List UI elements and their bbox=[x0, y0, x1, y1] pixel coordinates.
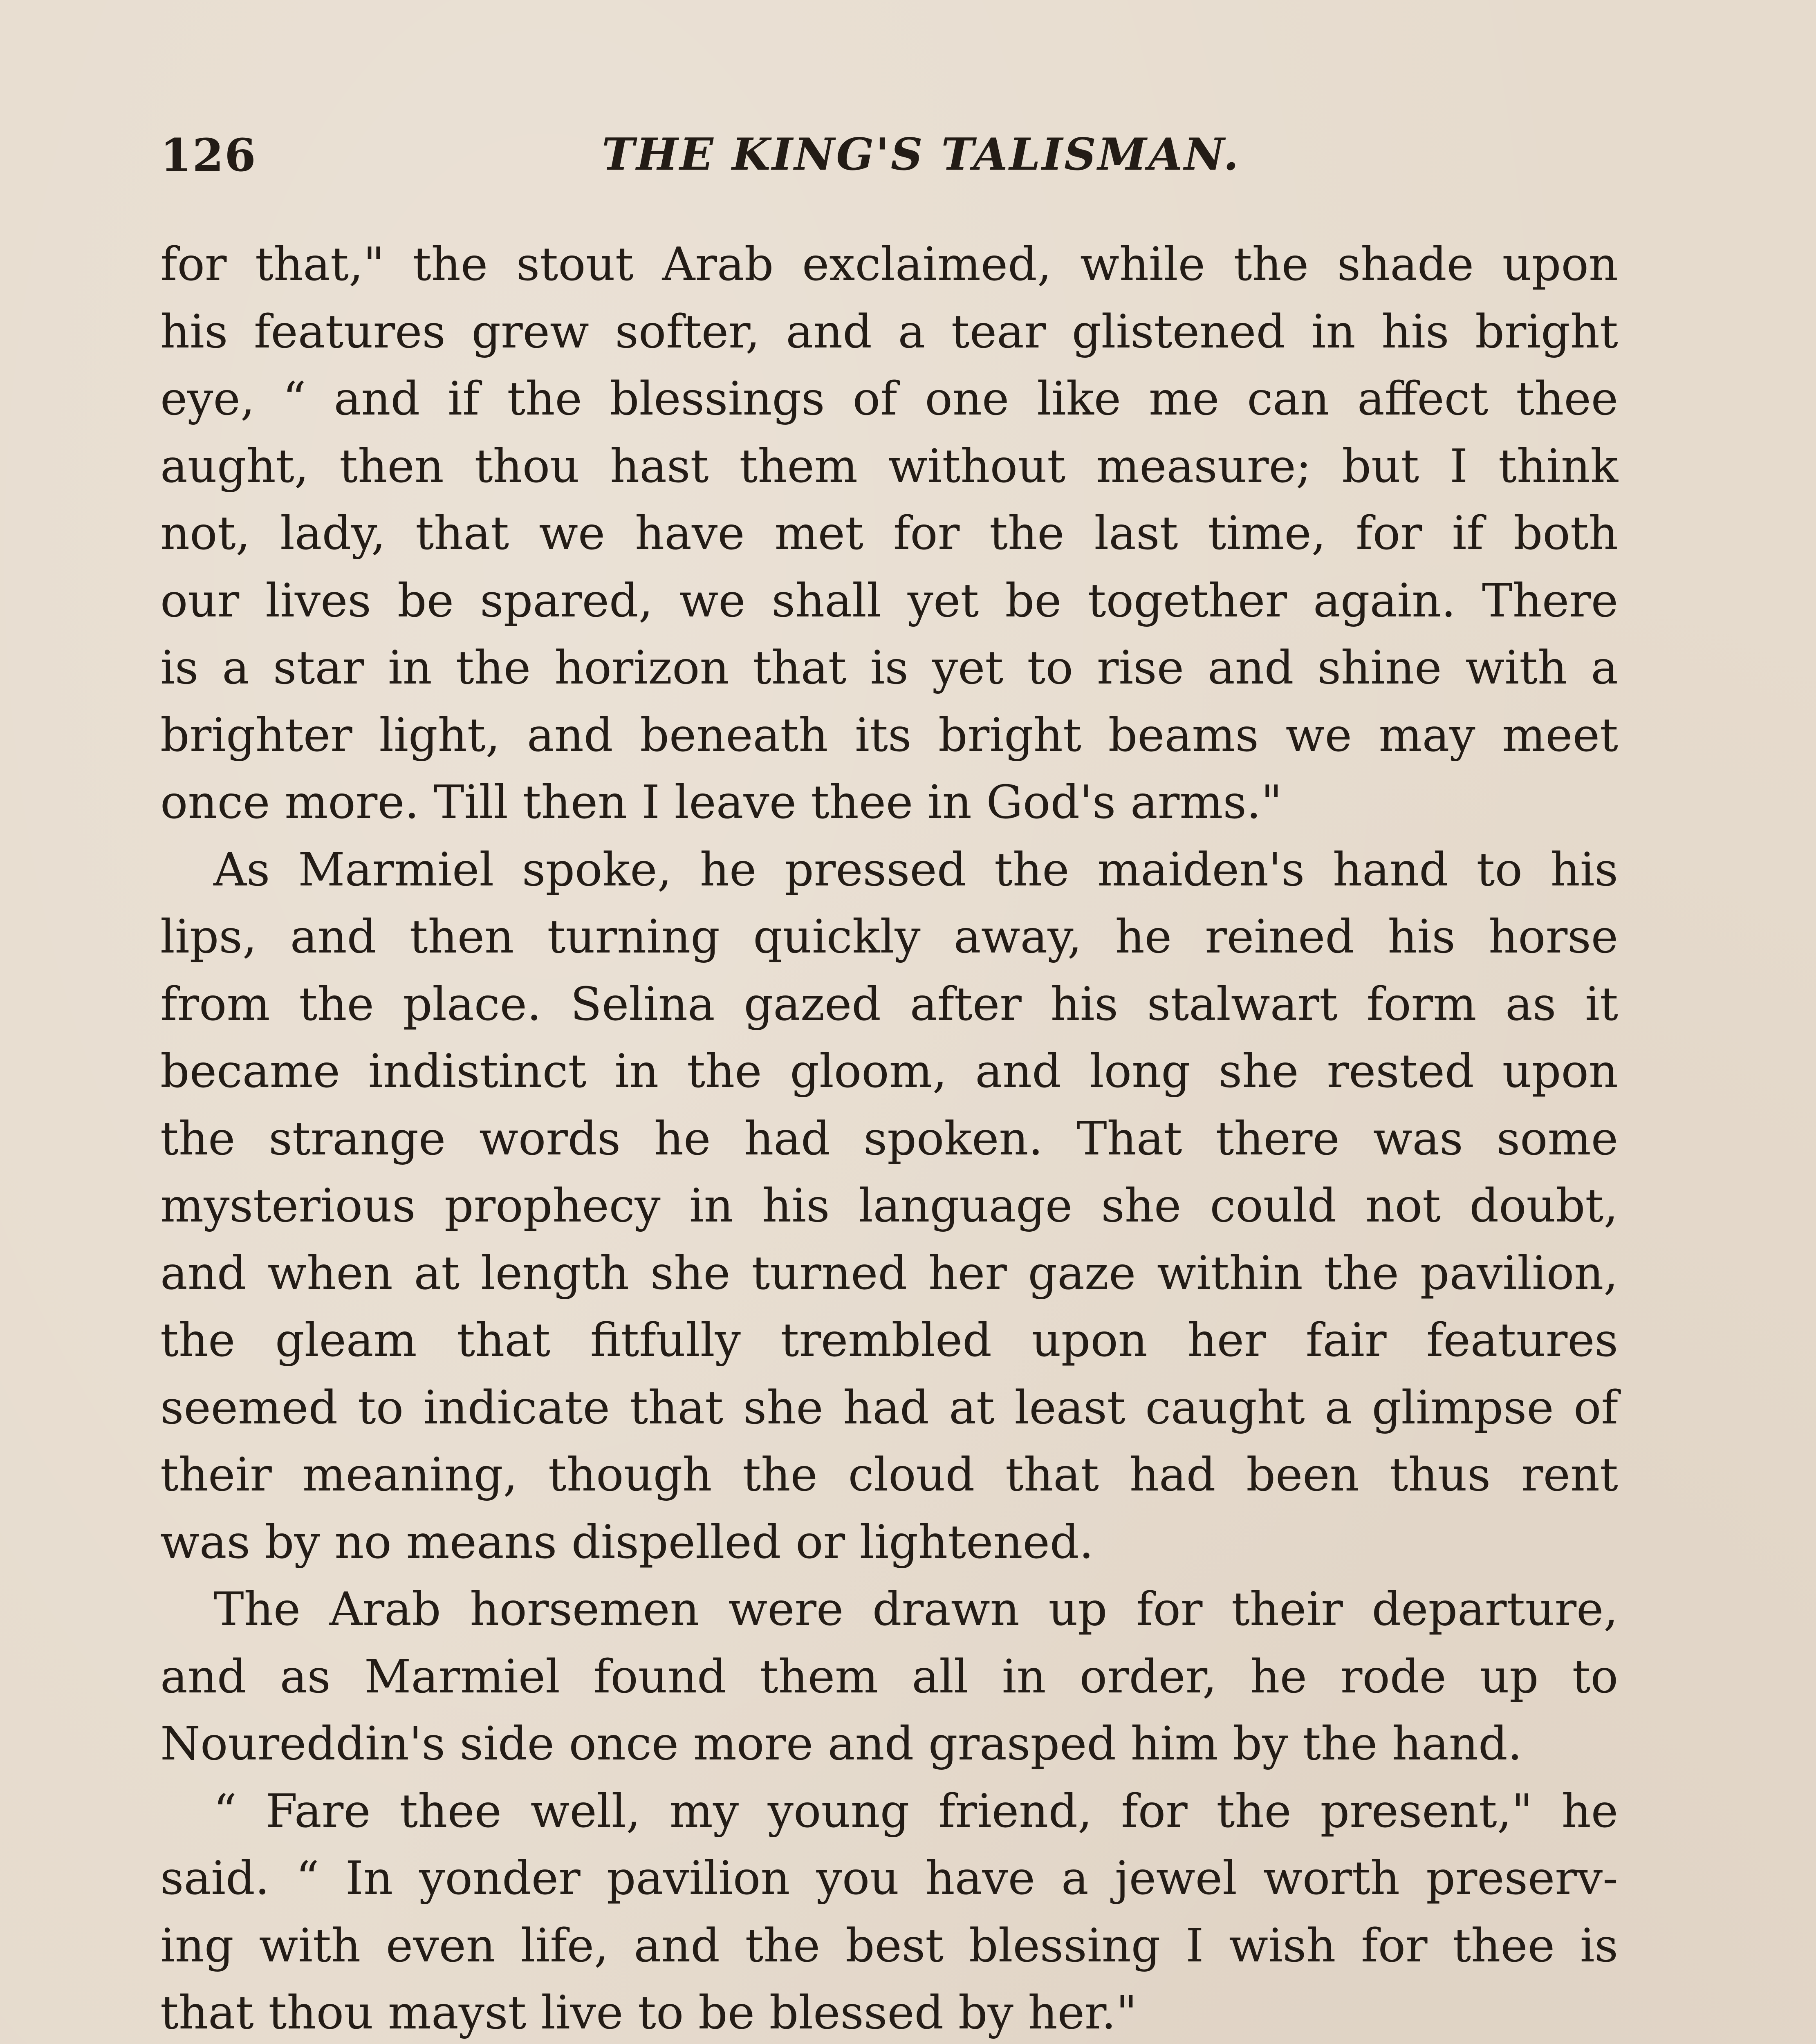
page-header bbox=[160, 125, 1618, 198]
text-line: The Arab horsemen were drawn up for their departure, bbox=[213, 1583, 1618, 1636]
text-line: Noureddin's side once more and grasped him by the hand. bbox=[160, 1717, 1522, 1771]
text-line: seemed to indicate that she had at least caught a glimpse of bbox=[160, 1381, 1618, 1434]
text-line: “ Fare thee well, my young friend, for the present," he bbox=[213, 1784, 1618, 1838]
text-line: once more. Till then I leave thee in God's arms." bbox=[160, 776, 1282, 829]
text-line: is a star in the horizon that is yet to rise and shine with a bbox=[160, 641, 1618, 695]
text-line: became indistinct in the gloom, and long she rested upon bbox=[160, 1045, 1618, 1098]
text-line: not, lady, that we have met for the last time, for if both bbox=[160, 507, 1618, 560]
text-line: and when at length she turned her gaze within the pavilion, bbox=[160, 1246, 1618, 1300]
text-line: brighter light, and beneath its bright beams we may meet bbox=[160, 708, 1618, 762]
text-line: said. “ In yonder pavilion you have a jewel worth preserv- bbox=[160, 1852, 1618, 1905]
running-title: THE KING'S TALISMAN. bbox=[602, 129, 1240, 180]
text-line: aught, then thou hast them without measure; but I think bbox=[160, 439, 1618, 493]
text-line: that thou mayst live to be blessed by her." bbox=[160, 1986, 1137, 2040]
text-line: As Marmiel spoke, he pressed the maiden's hand to his bbox=[213, 843, 1618, 896]
text-line: his features grew softer, and a tear glistened in his bright bbox=[160, 305, 1618, 359]
body-text bbox=[160, 231, 1618, 2044]
text-line: our lives be spared, we shall yet be together again. There bbox=[160, 574, 1618, 628]
text-line: lips, and then turning quickly away, he reined his horse bbox=[160, 910, 1618, 964]
text-line: the strange words he had spoken. That there was some bbox=[160, 1112, 1618, 1165]
text-line: ing with even life, and the best blessing I wish for thee is bbox=[160, 1919, 1618, 1972]
text-line: the gleam that fitfully trembled upon her fair features bbox=[160, 1314, 1618, 1367]
text-line: mysterious prophecy in his language she could not doubt, bbox=[160, 1179, 1618, 1233]
text-line: for that," the stout Arab exclaimed, while the shade upon bbox=[160, 238, 1618, 291]
page-number: 126 bbox=[160, 129, 257, 182]
text-line: from the place. Selina gazed after his stalwart form as it bbox=[160, 977, 1618, 1031]
text-line: their meaning, though the cloud that had been thus rent bbox=[160, 1448, 1618, 1502]
text-line: and as Marmiel found them all in order, he rode up to bbox=[160, 1650, 1618, 1703]
text-line: eye, “ and if the blessings of one like me can affect thee bbox=[160, 372, 1618, 426]
text-line: was by no means dispelled or lightened. bbox=[160, 1515, 1094, 1569]
